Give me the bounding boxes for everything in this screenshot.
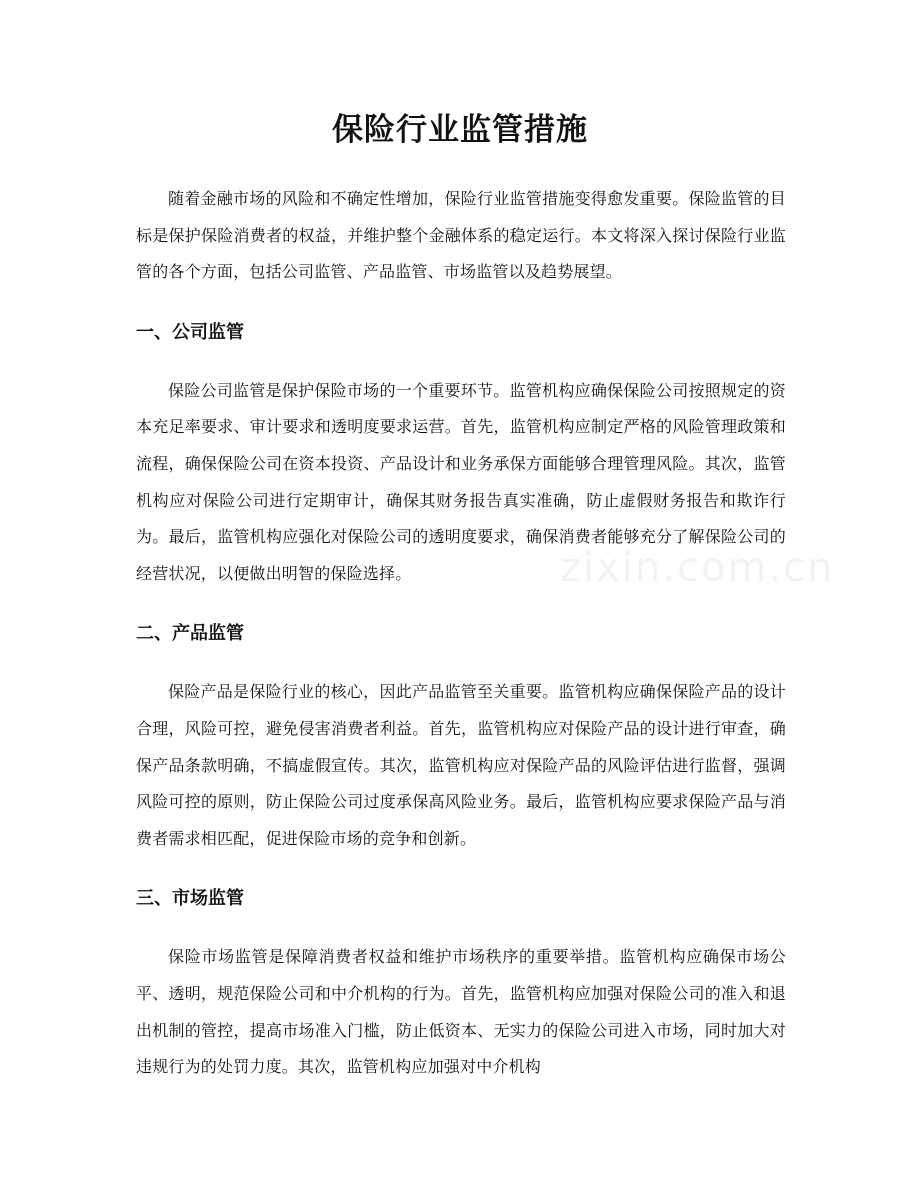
section-body-company: 保险公司监管是保护保险市场的一个重要环节。监管机构应确保保险公司按照规定的资本充足率要求、审计要求和透明度要求运营。首先，监管机构应制定严格的风险管理政策和流程，确保保险公司在资本投资、产品设计和业务承保方面能够合理管理风险。其次，监管机构应对保险公司进行定期审计，确保其财务报告真实准确，防止虚假财务报告和欺诈行为。最后，监管机构应强化对保险公司的透明度要求，确保消费者能够充分了解保险公司的经营状况，以便做出明智的保险选择。: [136, 380, 786, 583]
section-heading-company: 一、公司监管: [136, 321, 244, 343]
document-body: [136, 181, 786, 1086]
section-heading-product: 二、产品监管: [136, 623, 244, 645]
section-body-market: 保险市场监管是保障消费者权益和维护市场秩序的重要举措。监管机构应确保市场公平、透明，规范保险公司和中介机构的行为。首先，监管机构应加强对保险公司的准入和退出机制的管控，提高市场准入门槛，防止低资本、无实力的保险公司进入市场，同时加大对违规行为的处罚力度。其次，监管机构应加强对中介机构: [136, 947, 786, 1077]
watermark: zixin.com.cn: [560, 545, 835, 591]
section-heading-market: 三、市场监管: [136, 888, 244, 910]
intro-paragraph: 随着金融市场的风险和不确定性增加，保险行业监管措施变得愈发重要。保险监管的目标是保护保险消费者的权益，并维护整个金融体系的稳定运行。本文将深入探讨保险行业监管的各个方面，包括公司监管、产品监管、市场监管以及趋势展望。: [136, 189, 786, 282]
section-body-product: 保险产品是保险行业的核心，因此产品监管至关重要。监管机构应确保保险产品的设计合理，风险可控，避免侵害消费者利益。首先，监管机构应对保险产品的设计进行审查，确保产品条款明确，不搞虚假宣传。其次，监管机构应对保险产品的风险评估进行监督，强调风险可控的原则，防止保险公司过度承保高风险业务。最后，监管机构应要求保险产品与消费者需求相匹配，促进保险市场的竞争和创新。: [136, 682, 786, 848]
document-title: 保险行业监管措施: [332, 112, 588, 148]
